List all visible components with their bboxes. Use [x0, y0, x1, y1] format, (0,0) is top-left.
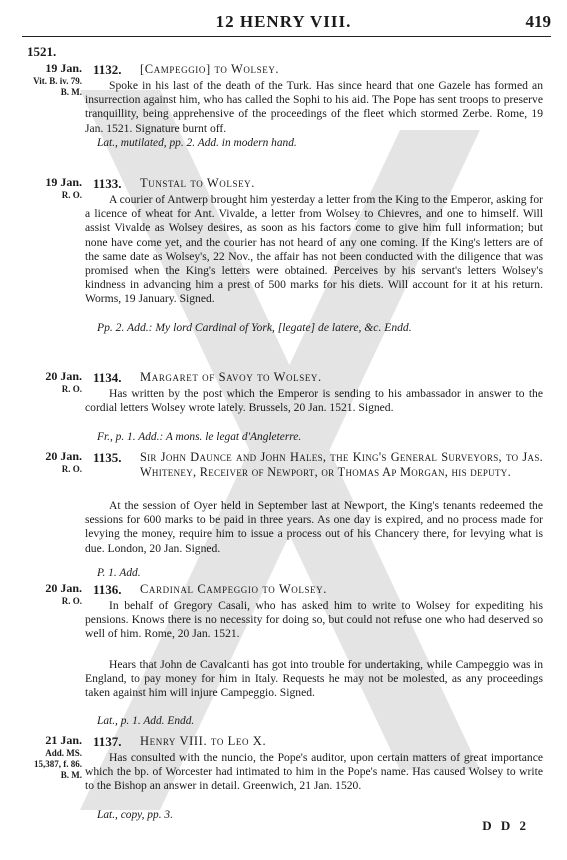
running-title: 12 HENRY VIII.: [215, 12, 352, 31]
entry-source: B. M.: [60, 87, 82, 97]
entry-number: 1136.: [93, 582, 122, 597]
year-label: 1521.: [27, 44, 57, 59]
running-header: [0, 8, 567, 36]
entry-body: Has consulted with the nuncio, the Pope's auditor, upon certain matters of great importance which the bp. of Worcester had intimated to him in the Pope's name. Has caused Wolsey to write to the Bishop an answer in detail. Greenwich, 21 Jan. 1520.: [85, 751, 543, 793]
entry-heading: Henry VIII. to Leo X.: [140, 734, 267, 748]
entry-source: 15,387, f. 86.: [34, 759, 82, 769]
entry-body: At the session of Oyer held in September last at Newport, the King's tenants redeemed the sessions for 600 marks to be paid in three years. As one day is expired, and no process made for levying the money, require him to issue a process out of his Chancery there, for levying what is due. London, 20 Jan. Signed.: [85, 499, 543, 555]
entry-date: 20 Jan.: [45, 369, 82, 383]
entry-margin: [24, 582, 82, 607]
entry-source: R. O.: [61, 464, 82, 474]
entry-date: 19 Jan.: [45, 175, 82, 189]
entry-margin: [24, 176, 82, 201]
entry-margin: [24, 62, 82, 98]
entry-heading: Margaret of Savoy to Wolsey.: [140, 370, 322, 384]
entry-number: 1132.: [93, 62, 122, 77]
entry-source: R. O.: [61, 596, 82, 606]
entry-source: R. O.: [61, 384, 82, 394]
entry-body-continued: Hears that John de Cavalcanti has got into trouble for undertaking, while Campeggio was in England, to pay money for him in Italy. Requests he may not be molested, as any proceedings taken against him will injure Campeggio. Signed.: [85, 658, 543, 700]
entry-heading: Tunstal to Wolsey.: [140, 176, 255, 190]
entry-body: Spoke in his last of the death of the Turk. Has since heard that one Gazele has formed an insurrection against him, who has called the Sophi to his aid. The Pope has sent troops to preserve tranquillity, being apprehensive of the proceedings of the fleet which stormed Zerbe. Rome, 19 Jan. 1521. Signature burnt off.: [85, 79, 543, 135]
entry-note: Lat., copy, pp. 3.: [97, 809, 173, 821]
entry-note: Lat., mutilated, pp. 2. Add. in modern hand.: [97, 137, 297, 149]
entry-source: B. M.: [60, 770, 82, 780]
entry-note: Pp. 2. Add.: My lord Cardinal of York, [legate] de latere, &c. Endd.: [97, 321, 412, 334]
entry-note: Fr., p. 1. Add.: A mons. le legat d'Angleterre.: [97, 431, 302, 443]
entry-body: In behalf of Gregory Casali, who has asked him to write to Wolsey for expediting his pensions. Knows there is no necessity for doing so, but could not refuse one who had deserved so well of him. Rome, 20 Jan. 1521.: [85, 599, 543, 641]
entry-number: 1133.: [93, 176, 122, 191]
entry-date: 21 Jan.: [45, 733, 82, 747]
entry-heading: [Campeggio] to Wolsey.: [140, 62, 280, 76]
header-rule: [22, 36, 551, 37]
entry-source: Add. MS.: [45, 748, 82, 758]
entry-date: 19 Jan.: [45, 61, 82, 75]
entry-note: Lat., p. 1. Add. Endd.: [97, 715, 195, 727]
entry-margin: [24, 450, 82, 475]
entry-source: R. O.: [61, 190, 82, 200]
entry-number: 1135.: [93, 450, 122, 465]
entry-body: A courier of Antwerp brought him yesterday a letter from the King to the Emperor, asking for a licence of wheat for Ant. Vivalde, a letter from Wolsey to Chievres, and one to himself. Will assist Vivalde as Wolsey desires, as soon as his factors come to give him full information; but none have come yet, and the courier has not heard of any one coming. If the King's letters are of the same date as Wolsey's, 22 Nov., the affair has not been conducted with the diligence that was promised when the King's letters were obtained. Perceives by his servant's letters Wolsey's kindness in advancing him a prest of 500 marks for his diets. Will account for it at his return. Worms, 19 January. Signed.: [85, 193, 543, 306]
entry-margin: [24, 370, 82, 395]
entry-date: 20 Jan.: [45, 449, 82, 463]
entry-number: 1137.: [93, 734, 122, 749]
entry-note: P. 1. Add.: [97, 567, 141, 579]
page-number: 419: [525, 12, 551, 31]
entry-heading: Cardinal Campeggio to Wolsey.: [140, 582, 327, 596]
entry-number: 1134.: [93, 370, 122, 385]
entry-source: Vit. B. iv. 79.: [33, 76, 82, 86]
entry-body: Has written by the post which the Emperor is sending to his ambassador in answer to the cordial letters Wolsey wrote lately. Brussels, 20 Jan. 1521. Signed.: [85, 387, 543, 415]
signature-mark: D D 2: [482, 818, 529, 833]
entry-margin: [24, 734, 82, 781]
entry-heading: Sir John Daunce and John Hales, the King's General Surveyors, to Jas. Whiteney, Receiver of Newport, or Thomas Ap Morgan, his deputy.: [140, 450, 543, 479]
entry-date: 20 Jan.: [45, 581, 82, 595]
